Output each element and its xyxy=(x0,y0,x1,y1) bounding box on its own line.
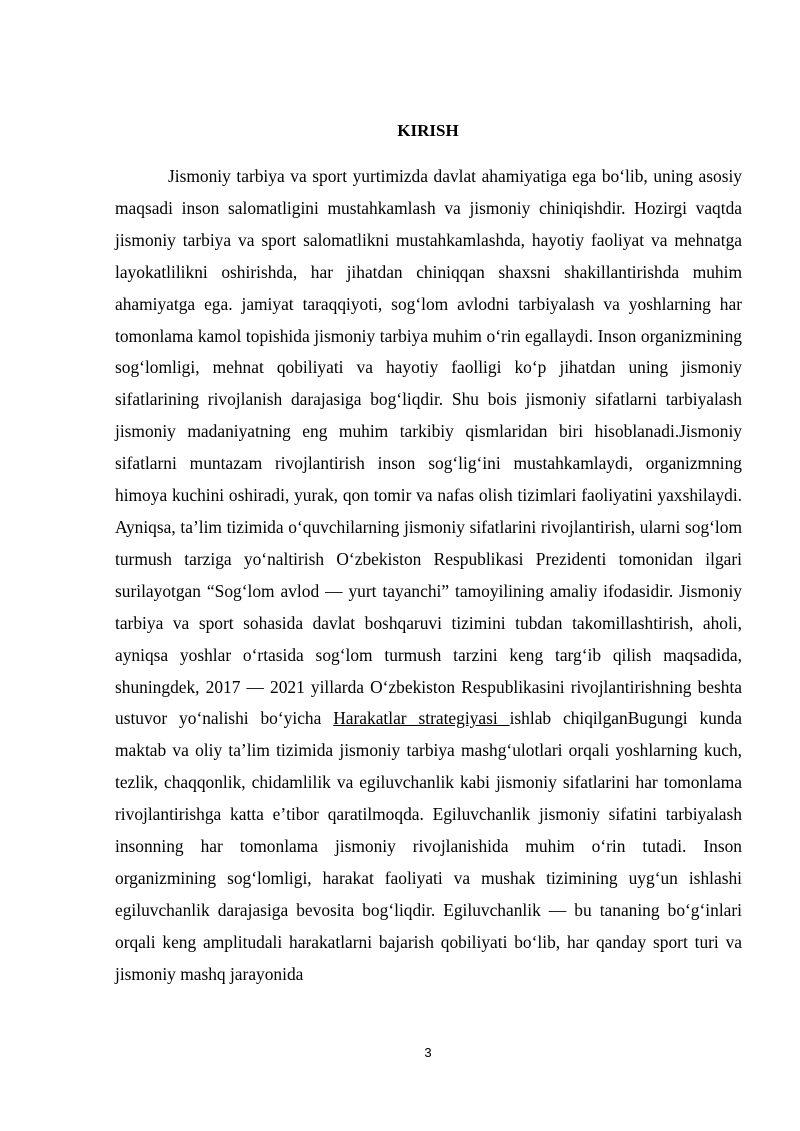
paragraph-text-before-link: Jismoniy tarbiya va sport yurtimizda davlat ahamiyatiga ega boʻlib, uning asosiy maqsadi inson salomatligini mustahkamlash va jismoniy chiniqishdir. Hozirgi vaqtda jismoniy tarbiya va sport salomatlikni mustahkamlashda, hayotiy faoliyat va mehnatga layokatlilikni oshirishda, har jihatdan chiniqqan shaxsni shakillantirishda muhim ahamiyatga ega. jamiyat taraqqiyoti, sogʻlom avlodni tarbiyalash va yoshlarning har tomonlama kamol topishida jismoniy tarbiya muhim oʻrin egallaydi. Inson organizmining sogʻlomligi, mehnat qobiliyati va hayotiy faolligi koʻp jihatdan uning jismoniy sifatlarining rivojlanish darajasiga bogʻliqdir. Shu bois jismoniy sifatlarni tarbiyalash jismoniy madaniyatning eng muhim tarkibiy qismlaridan biri hisoblanadi.Jismoniy sifatlarni muntazam rivojlantirish inson sogʻligʻini mustahkamlaydi, organizmning himoya kuchini oshiradi, yurak, qon tomir va nafas olish tizimlari faoliyatini yaxshilaydi. Ayniqsa, taʼlim tizimida oʻquvchilarning jismoniy sifatlarini rivojlantirish, ularni sogʻlom turmush tarziga yoʻnaltirish Oʻzbekiston Respublikasi Prezidenti tomonidan ilgari surilayotgan “Sogʻlom avlod — yurt tayanchi” tamoyilining amaliy ifodasidir. Jismoniy tarbiya va sport sohasida davlat boshqaruvi tizimini tubdan takomillashtirish, aholi, ayniqsa yoshlar oʻrtasida sogʻlom turmush tarzini keng targʻib qilish maqsadida, shuningdek, 2017 — 2021 yillarda Oʻzbekiston Respublikasini rivojlantirishning beshta ustuvor yoʻnalishi boʻyicha xyxy=(115,166,742,729)
strategy-link[interactable]: Harakatlar strategiyasi xyxy=(333,708,510,729)
section-heading: KIRISH xyxy=(397,121,459,140)
page-number: 3 xyxy=(424,1045,432,1060)
body-paragraph xyxy=(115,161,742,991)
paragraph-text-after-link: ishlab chiqilganBugungi kunda maktab va oliy taʼlim tizimida jismoniy tarbiya mashgʻulotlari orqali yoshlarning kuch, tezlik, chaqqonlik, chidamlilik va egiluvchanlik kabi jismoniy sifatlarini har tomonlama rivojlantirishga katta eʼtibor qaratilmoqda. Egiluvchanlik jismoniy sifatini tarbiyalash insonning har tomonlama jismoniy rivojlanishida muhim oʻrin tutadi. Inson organizmining sogʻlomligi, harakat faoliyati va mushak tizimining uygʻun ishlashi egiluvchanlik darajasiga bevosita bogʻliqdir. Egiluvchanlik — bu tananing boʻgʻinlari orqali keng amplitudali harakatlarni bajarish qobiliyati boʻlib, har qanday sport turi va jismoniy mashq jarayonida xyxy=(115,708,742,984)
